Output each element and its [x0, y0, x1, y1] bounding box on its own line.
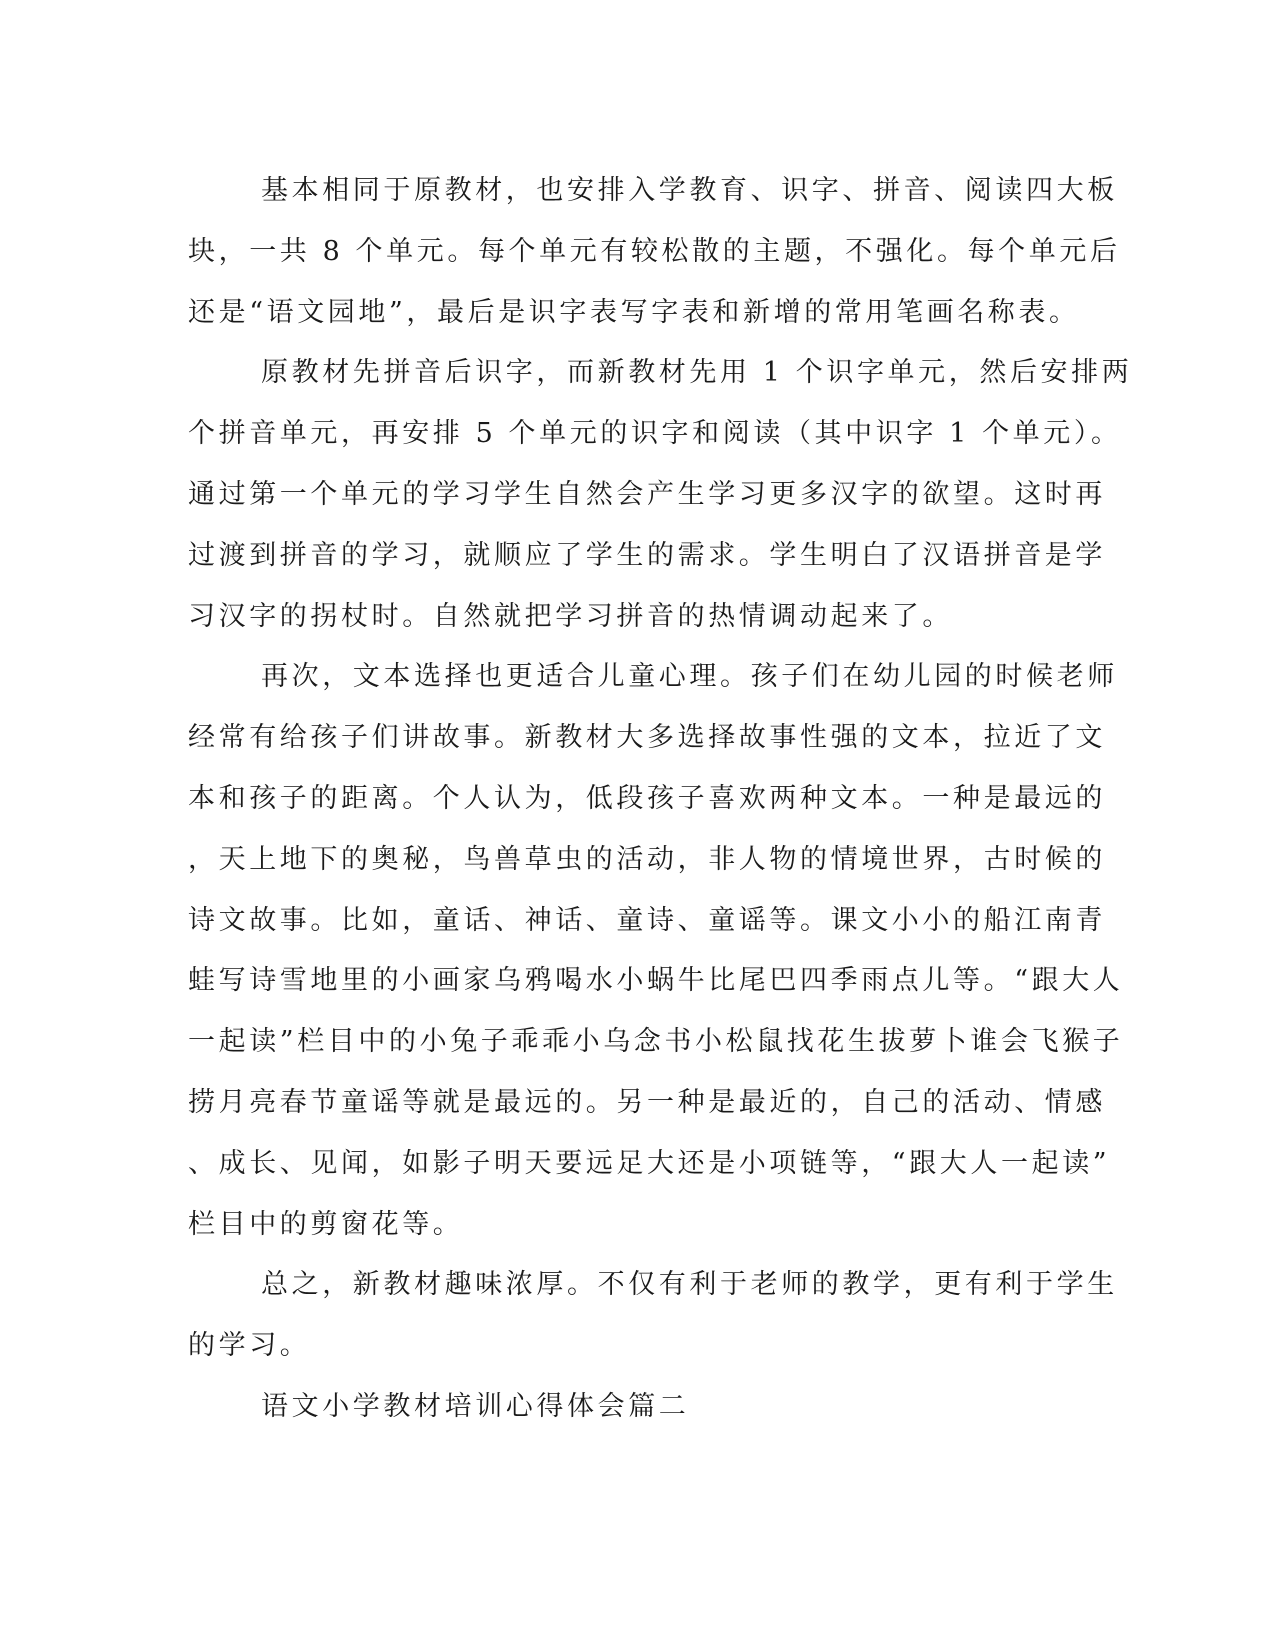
text-line: 再次，文本选择也更适合儿童心理。孩子们在幼儿园的时候老师: [261, 661, 1118, 693]
text-line: 本和孩子的距离。个人认为，低段孩子喜欢两种文本。一种是最远的: [188, 782, 1106, 814]
paragraph-text-selection: [188, 647, 1124, 1255]
text-line: 的学习。: [188, 1330, 311, 1362]
paragraph-structure: [188, 161, 1121, 343]
text-line: 蛙写诗雪地里的小画家乌鸦喝水小蜗牛比尾巴四季雨点儿等。“跟大人: [188, 965, 1124, 997]
text-line: 一起读”栏目中的小兔子乖乖小乌念书小松鼠找花生拔萝卜谁会飞猴子: [188, 1026, 1124, 1058]
section-title: 语文小学教材培训心得体会篇二: [261, 1390, 690, 1422]
text-line: 捞月亮春节童谣等就是最远的。另一种是最近的，自己的活动、情感: [188, 1086, 1106, 1118]
text-line: ，天上地下的奥秘，鸟兽草虫的活动，非人物的情境世界，古时候的: [188, 843, 1106, 875]
text-line: 原教材先拼音后识字，而新教材先用 1 个识字单元，然后安排两: [261, 357, 1133, 389]
text-line: 总之，新教材趣味浓厚。不仅有利于老师的教学，更有利于学生: [261, 1269, 1118, 1301]
text-line: 还是“语文园地”，最后是识字表写字表和新增的常用笔画名称表。: [188, 296, 1080, 328]
text-line: 、成长、见闻，如影子明天要远足大还是小项链等，“跟大人一起读”: [188, 1147, 1111, 1179]
text-line: 通过第一个单元的学习学生自然会产生学习更多汉字的欲望。这时再: [188, 478, 1106, 510]
paragraph-sequence: [188, 343, 1133, 647]
text-line: 块，一共 8 个单元。每个单元有较松散的主题，不强化。每个单元后: [188, 235, 1121, 267]
body-text: [188, 161, 1133, 1438]
paragraph-conclusion: [188, 1255, 1118, 1377]
text-line: 经常有给孩子们讲故事。新教材大多选择故事性强的文本，拉近了文: [188, 722, 1106, 754]
text-line: 过渡到拼音的学习，就顺应了学生的需求。学生明白了汉语拼音是学: [188, 539, 1106, 571]
section-heading: [188, 1377, 1070, 1438]
text-line: 个拼音单元，再安排 5 个单元的识字和阅读（其中识字 1 个单元）。: [188, 418, 1122, 450]
text-line: 习汉字的拐杖时。自然就把学习拼音的热情调动起来了。: [188, 600, 953, 632]
text-line: 诗文故事。比如，童话、神话、童诗、童谣等。课文小小的船江南青: [188, 904, 1106, 936]
text-line: 基本相同于原教材，也安排入学教育、识字、拼音、阅读四大板: [261, 175, 1118, 206]
text-line: 栏目中的剪窗花等。: [188, 1208, 464, 1240]
